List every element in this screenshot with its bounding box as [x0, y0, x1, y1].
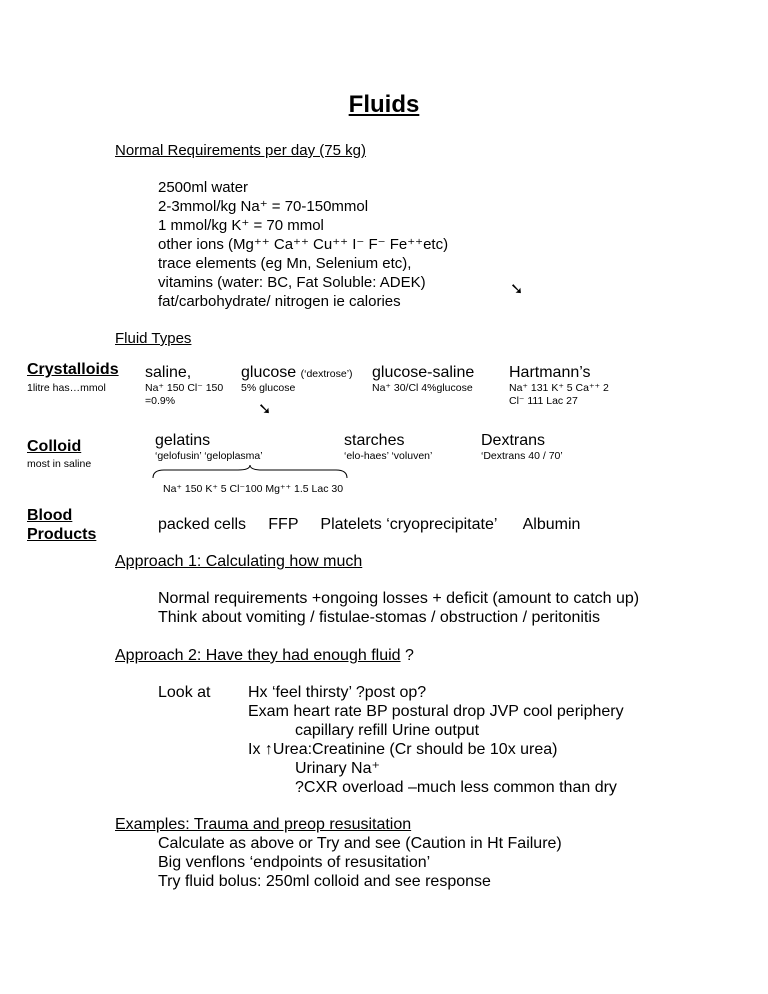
requirement-line: 1 mmol/kg K⁺ = 70 mmol — [158, 217, 324, 234]
fluid-types-heading: Fluid Types — [115, 330, 192, 347]
ix-text: Urea:Creatinine (Cr should be 10x urea) — [272, 741, 558, 758]
example-line: Calculate as above or Try and see (Caution in Ht Failure) — [158, 835, 562, 852]
ix-line-2: Urinary Na⁺ — [295, 760, 380, 777]
ix-prefix: Ix — [248, 741, 261, 758]
brace-icon — [150, 464, 350, 482]
hartmanns-detail2: Cl⁻ 111 Lac 27 — [509, 395, 578, 407]
example-line: Try fluid bolus: 250ml colloid and see response — [158, 873, 491, 890]
glucose-saline-detail: Na⁺ 30/Cl 4%glucose — [372, 382, 473, 394]
approach2-heading: Approach 2: Have they had enough fluid — [115, 647, 401, 664]
dextrans-name: Dextrans — [481, 432, 546, 449]
saline-detail2: =0.9% — [145, 395, 176, 407]
approach2-heading-row — [115, 646, 414, 665]
requirement-line: 2500ml water — [158, 179, 249, 196]
colloid-label: Colloid — [27, 438, 82, 455]
page-title: Fluids — [348, 91, 420, 118]
look-at-label: Look at — [158, 684, 211, 701]
gelatins-name: gelatins — [155, 432, 211, 449]
requirement-line: fat/carbohydrate/ nitrogen ie calories — [158, 293, 401, 310]
exam-line: Exam heart rate BP postural drop JVP cool periphery — [248, 703, 624, 720]
up-arrow-icon: ↑ — [264, 741, 273, 758]
glucose-name — [241, 363, 353, 384]
saline-detail: Na⁺ 150 Cl⁻ 150 — [145, 382, 224, 394]
ix-line-3: ?CXR overload –much less common than dry — [295, 779, 617, 796]
starches-detail: ‘elo-haes’ ‘voluven’ — [344, 450, 433, 462]
requirement-line: 2-3mmol/kg Na⁺ = 70-150mmol — [158, 198, 369, 215]
glucose-paren: (‘dextrose’) — [300, 368, 353, 380]
approach1-line: Think about vomiting / fistulae-stomas / obstruction / peritonitis — [158, 609, 600, 626]
products-label: Products — [27, 526, 97, 543]
blood-label: Blood — [27, 507, 73, 524]
crystalloids-sub: 1litre has…mmol — [27, 382, 106, 394]
glucose-label: glucose — [241, 364, 297, 381]
glucose-detail: 5% glucose — [241, 382, 296, 394]
blood-products-list: packed cells FFP Platelets ‘cryoprecipitate’ Albumin — [158, 516, 581, 533]
requirement-line: vitamins (water: BC, Fat Soluble: ADEK) — [158, 274, 426, 291]
requirement-line: trace elements (eg Mn, Selenium etc), — [158, 255, 412, 272]
crystalloids-label: Crystalloids — [27, 361, 119, 378]
example-line: Big venflons ‘endpoints of resusitation’ — [158, 854, 431, 871]
requirement-line: other ions (Mg⁺⁺ Ca⁺⁺ Cu⁺⁺ I⁻ F⁻ Fe⁺⁺etc) — [158, 236, 449, 253]
dextrans-detail: ‘Dextrans 40 / 70’ — [481, 450, 563, 462]
colloid-composition: Na⁺ 150 K⁺ 5 Cl⁻100 Mg⁺⁺ 1.5 Lac 30 — [163, 483, 344, 495]
approach2-suffix: ? — [400, 647, 414, 664]
approach1-line: Normal requirements +ongoing losses + deficit (amount to catch up) — [158, 590, 640, 607]
hartmanns-name: Hartmann’s — [509, 364, 591, 381]
approach1-heading: Approach 1: Calculating how much — [115, 553, 363, 570]
saline-name: saline, — [145, 364, 192, 381]
arrow-icon: ➘ — [510, 281, 524, 298]
hartmanns-detail: Na⁺ 131 K⁺ 5 Ca⁺⁺ 2 — [509, 382, 609, 394]
exam-line-2: capillary refill Urine output — [295, 722, 480, 739]
glucose-saline-name: glucose-saline — [372, 364, 475, 381]
hx-line: Hx ‘feel thirsty’ ?post op? — [248, 684, 427, 701]
arrow-icon: ➘ — [258, 401, 272, 418]
colloid-sub: most in saline — [27, 458, 92, 470]
gelatins-detail: ‘gelofusin’ ‘geloplasma’ — [155, 450, 263, 462]
requirements-heading: Normal Requirements per day (75 kg) — [115, 142, 366, 159]
starches-name: starches — [344, 432, 405, 449]
examples-heading: Examples: Trauma and preop resusitation — [115, 816, 412, 833]
ix-line — [248, 740, 558, 759]
